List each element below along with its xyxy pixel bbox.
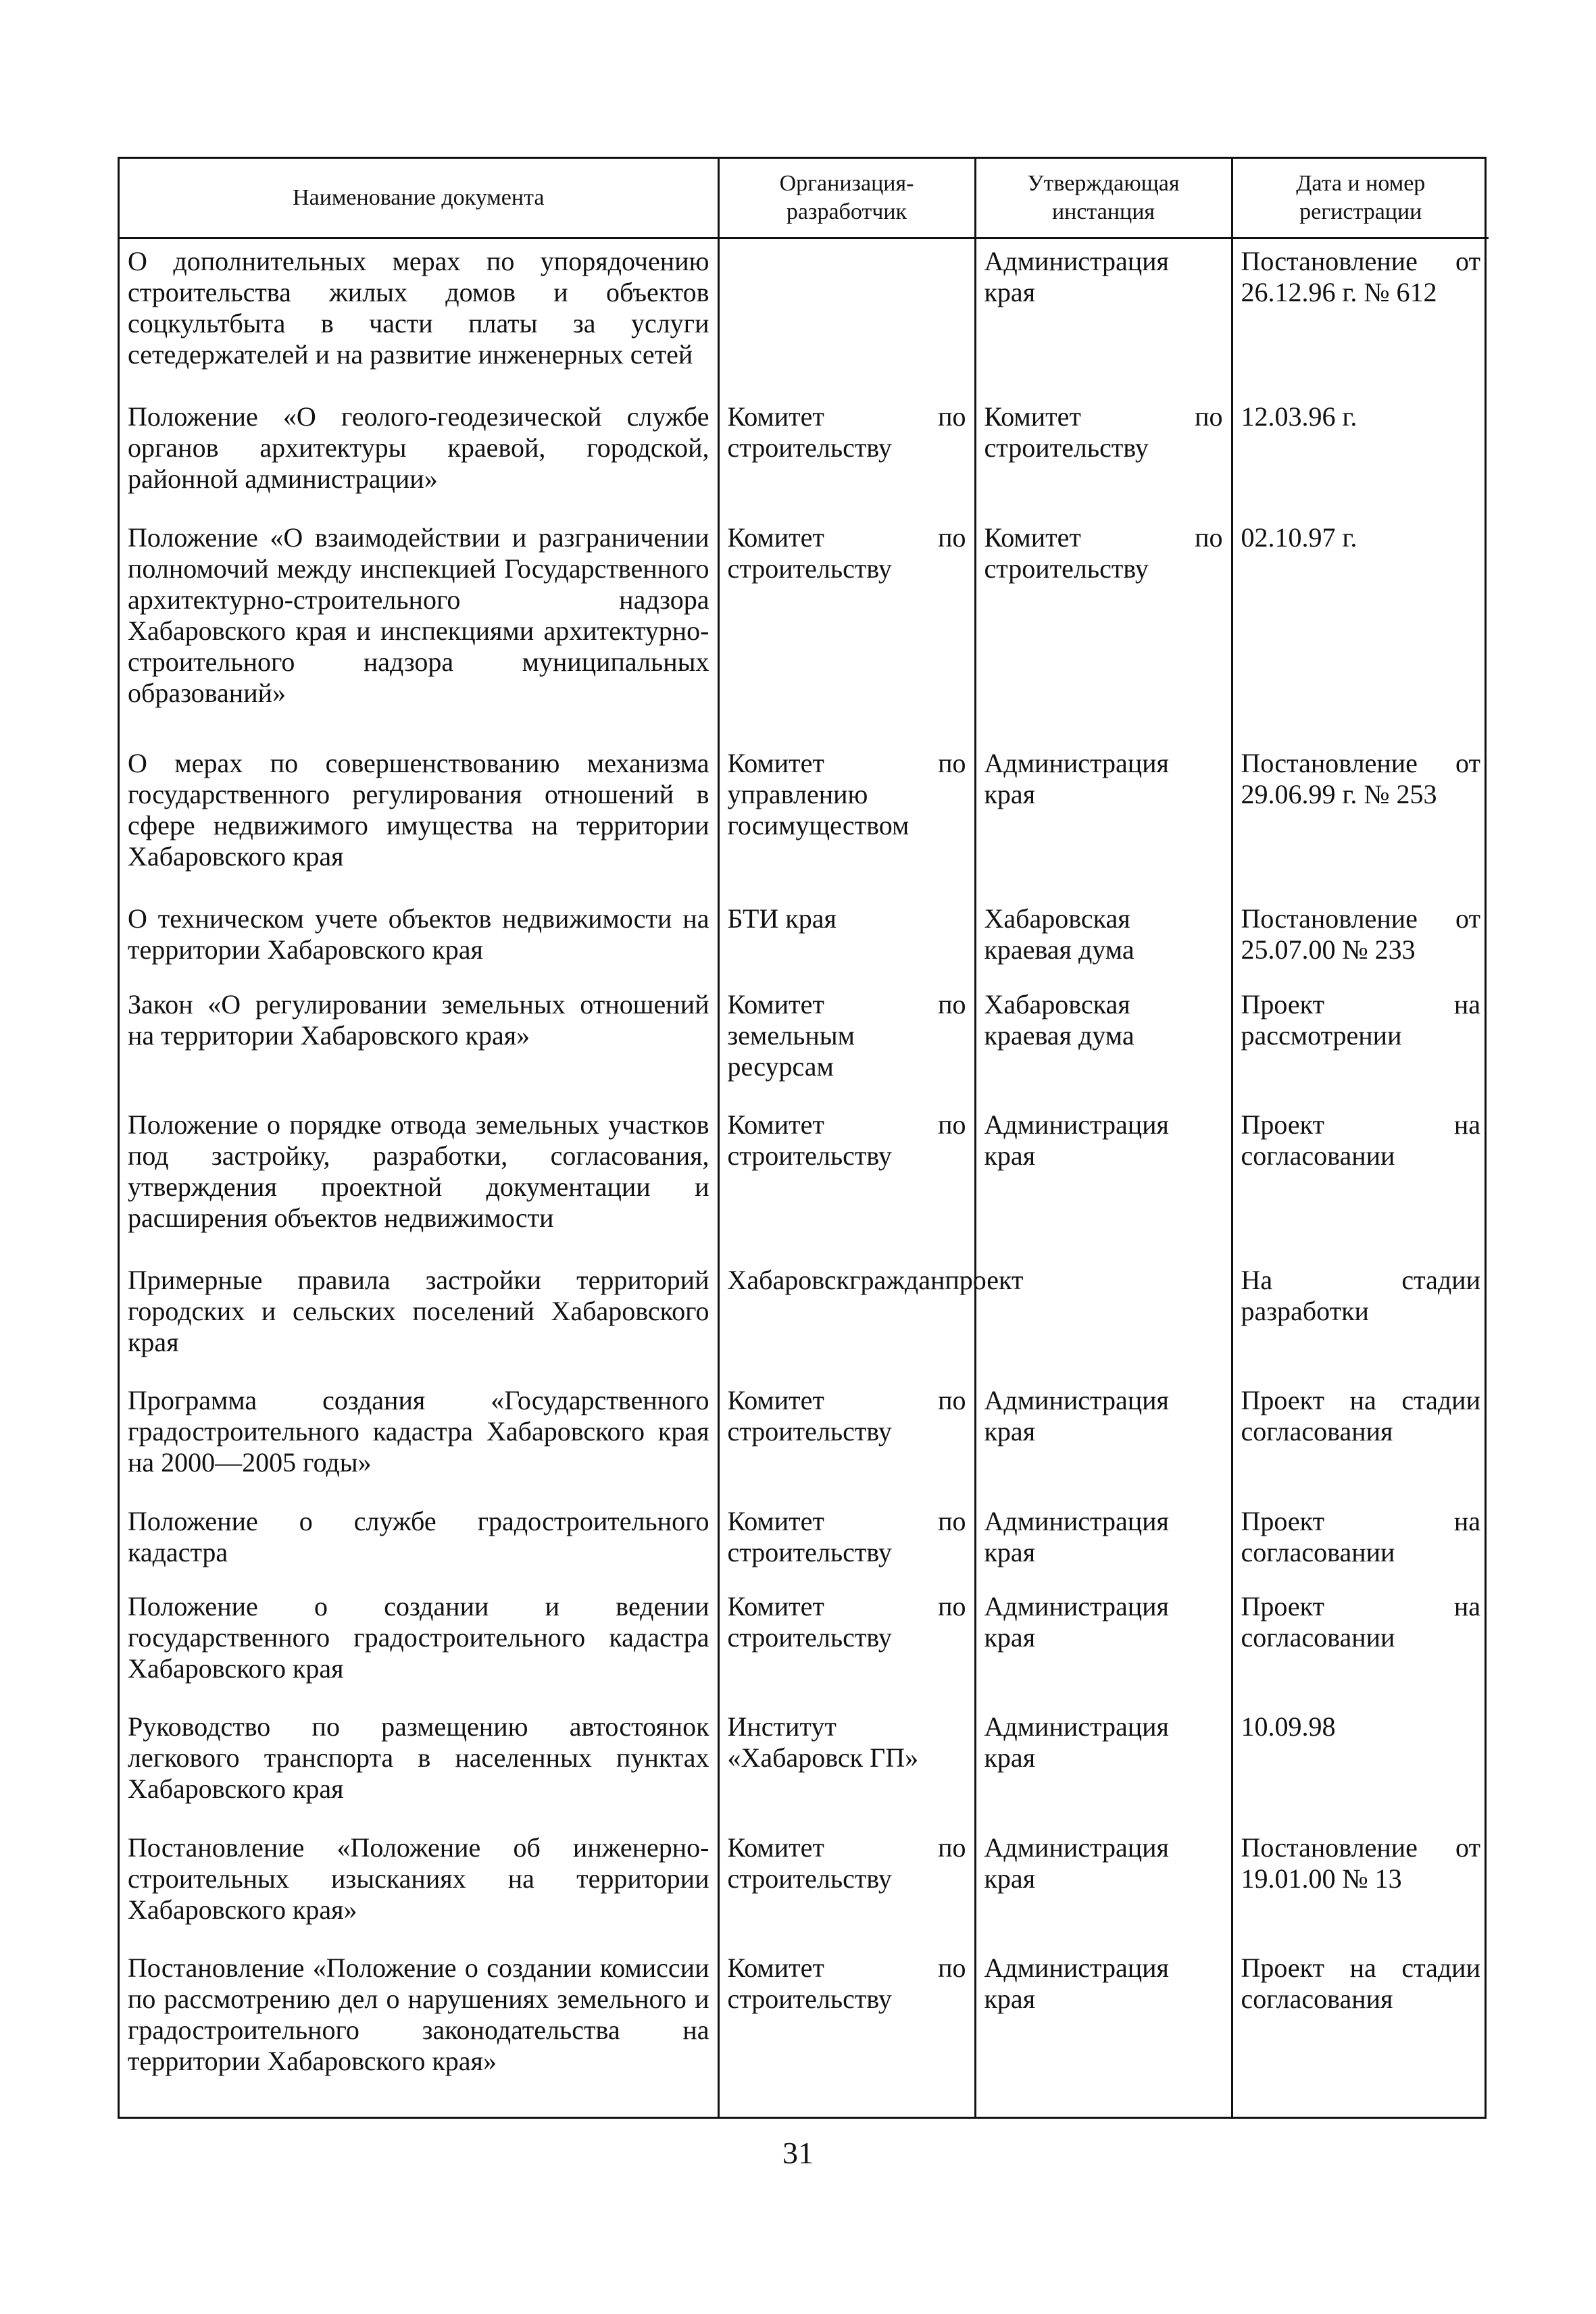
empty-cell [1232,2101,1489,2117]
table-row [120,741,1489,897]
cell-registration: 10.09.98 [1232,1705,1489,1825]
cell-approving-authority: Администрация края [975,1499,1232,1584]
empty-cell [120,2101,718,2117]
cell-developer: БТИ края [718,897,975,982]
cell-approving-authority: Хабаровская краевая дума [975,897,1232,982]
table-filler-row [120,2101,1489,2117]
cell-registration: Постановление от 29.06.99 г. № 253 [1232,741,1489,897]
cell-document-name: Постановление «Положение о создании комиссии по рассмотрению дел о нарушениях земельного и градостроительного законодательства на территории Хабаровского края» [128,1953,709,2077]
cell-document-name: Постановление «Положение об инженерно-строительных изысканиях на территории Хабаровского края» [128,1832,709,1925]
cell-document-name: О дополнительных мерах по упорядочению строительства жилых домов и объектов соцкультбыта в части платы за услуги сетедержателей и на развитие инженерных сетей [128,246,709,370]
cell-registration: Постановление от 26.12.96 г. № 612 [1232,238,1489,395]
table-row [120,395,1489,515]
cell-document-name: Положение «О взаимодействии и разграничении полномочий между инспекцией Государственного архитектурно-строительного надзора Хабаровского края и инспекциями архитектурно-строительного надзора муниципальных образований» [128,522,709,708]
cell-approving-authority: Администрация края [975,1584,1232,1705]
cell-developer: Хабаровскгражданпроект [718,1258,975,1378]
table-row [120,1499,1489,1584]
empty-cell [975,2101,1232,2117]
cell-registration: 02.10.97 г. [1232,515,1489,741]
cell-registration: Проект на стадии согласования [1232,1946,1489,2101]
table-row [120,1378,1489,1499]
cell-document-name: Положение о создании и ведении государственного градостроительного кадастра Хабаровского края [128,1591,709,1684]
cell-developer: Комитет по управлению госимуществом [718,741,975,897]
empty-cell [718,2101,975,2117]
cell-registration: Проект на согласовании [1232,1584,1489,1705]
cell-document-name: О мерах по совершенствованию механизма государственного регулирования отношений в сфере недвижимого имущества на территории Хабаровского края [128,747,709,872]
cell-approving-authority: Комитет по строительству [975,515,1232,741]
cell-developer: Комитет по строительству [718,1584,975,1705]
cell-document-name: Программа создания «Государственного градостроительного кадастра Хабаровского края на 2000—2005 годы» [128,1385,709,1478]
cell-registration: Проект на согласовании [1232,1499,1489,1584]
cell-developer: Комитет по строительству [718,1946,975,2101]
cell-developer: Комитет по строительству [718,1826,975,1946]
cell-developer: Комитет по строительству [718,515,975,741]
cell-registration: Проект на рассмотрении [1232,982,1489,1103]
page-number: 31 [782,2136,814,2170]
cell-approving-authority: Администрация края [975,1826,1232,1946]
table-row [120,515,1489,741]
cell-developer: Комитет по строительству [718,395,975,515]
cell-approving-authority: Администрация края [975,238,1232,395]
cell-approving-authority: Комитет по строительству [975,395,1232,515]
cell-document-name: Положение о порядке отвода земельных участков под застройку, разработки, согласования, утверждения проектной документации и расширения объектов недвижимости [128,1109,709,1233]
header-approving-authority: Утверждающая инстанция [975,159,1232,238]
cell-developer: Комитет по строительству [718,1103,975,1258]
cell-registration: На стадии разработки [1232,1258,1489,1378]
table-row [120,1258,1489,1378]
cell-developer: Институт «Хабаровск ГП» [718,1705,975,1825]
cell-registration: Проект на стадии согласования [1232,1378,1489,1499]
cell-developer: Комитет по земельным ресурсам [718,982,975,1103]
header-document-name: Наименование документа [120,159,718,238]
cell-approving-authority: Администрация края [975,1946,1232,2101]
cell-approving-authority: Администрация края [975,1705,1232,1825]
cell-document-name: О техническом учете объектов недвижимости на территории Хабаровского края [128,903,709,965]
cell-document-name: Закон «О регулировании земельных отношений на территории Хабаровского края» [128,988,709,1051]
cell-approving-authority: Администрация края [975,1103,1232,1258]
cell-developer: Комитет по строительству [718,1499,975,1584]
table-row [120,897,1489,982]
documents-table-frame [118,157,1487,2119]
table-row [120,1826,1489,1946]
cell-registration: Проект на согласовании [1232,1103,1489,1258]
table-row [120,238,1489,395]
cell-developer [718,238,975,395]
table-header-row [120,159,1489,238]
cell-document-name: Положение о службе градостроительного кадастра [128,1505,709,1567]
cell-document-name: Руководство по размещению автостоянок легкового транспорта в населенных пунктах Хабаровского края [128,1711,709,1805]
table-row [120,1584,1489,1705]
cell-approving-authority: Администрация края [975,1378,1232,1499]
table-row [120,1103,1489,1258]
cell-registration: Постановление от 19.01.00 № 13 [1232,1826,1489,1946]
cell-document-name: Примерные правила застройки территорий городских и сельских поселений Хабаровского края [128,1265,709,1358]
cell-developer: Комитет по строительству [718,1378,975,1499]
header-developer: Организация-разработчик [718,159,975,238]
documents-table [120,159,1489,2117]
cell-registration: Постановление от 25.07.00 № 233 [1232,897,1489,982]
cell-approving-authority: Хабаровская краевая дума [975,982,1232,1103]
header-registration: Дата и номер регистрации [1232,159,1489,238]
cell-document-name: Положение «О геолого-геодезической службе органов архитектуры краевой, городской, районной администрации» [128,401,709,495]
cell-registration: 12.03.96 г. [1232,395,1489,515]
table-row [120,1946,1489,2101]
table-row [120,1705,1489,1825]
cell-approving-authority: Администрация края [975,741,1232,897]
table-row [120,982,1489,1103]
